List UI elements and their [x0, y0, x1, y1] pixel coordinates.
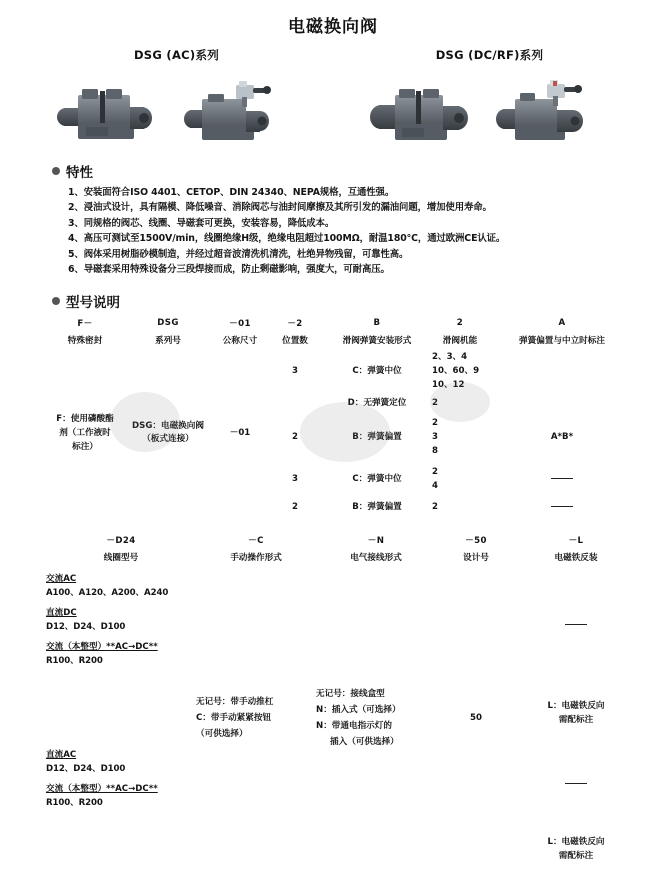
table1-function-line: 2: [432, 418, 438, 429]
table1-note-cell: [488, 462, 636, 496]
table1-code-cell: A: [558, 318, 566, 329]
feature-item: 4、高压可测试至1500V/min，线圈绝缘H级，绝缘电阻超过100MΩ，耐温180℃，通过欧洲CE认证。: [68, 233, 506, 245]
table1-name-cell: 弹簧偏置与中立时标注: [519, 335, 605, 346]
valve-icon-ac-1: [56, 77, 174, 147]
table2-reverse-cell: [516, 827, 636, 871]
table2-code-cell: －L: [568, 536, 584, 547]
coil-group-values: R100、R200: [46, 655, 103, 666]
table2-reverse-cell: [516, 741, 636, 827]
table1-name-cell: 公称尺寸: [222, 335, 258, 346]
table1-note-cell: [488, 348, 636, 394]
model-heading-text: 型号说明: [66, 295, 120, 312]
table1-function-line: 10、60、9: [432, 366, 480, 377]
table1-spool-cell: B：弹簧偏置: [352, 431, 402, 442]
table1-function-line: 2、3、4: [432, 352, 468, 363]
table1-note-cell: A*B*: [550, 431, 574, 442]
coil-group-values: D12、D24、D100: [46, 763, 126, 774]
dash-icon: [551, 478, 573, 479]
coil-group-values: R100、R200: [46, 797, 103, 808]
coil-group-title: 直流AC: [46, 750, 77, 761]
valve-icon-ac-2: [180, 77, 298, 147]
table1-code-cell: B: [373, 318, 381, 329]
product-image-strip: [0, 47, 666, 147]
table1-name-row: [46, 331, 636, 348]
table1-code-row: [46, 315, 636, 331]
manual-line: 无记号：带手动推杠: [196, 697, 274, 708]
page-title: 电磁换向阀: [288, 17, 378, 37]
feature-item: 6、导磁套采用特殊设备分三段焊接而成，防止剩磁影响，强度大，可耐高压。: [68, 264, 390, 276]
product-group-ac: [20, 47, 333, 147]
valve-icon-dc-2: [493, 77, 611, 147]
coil-group-title: 直流DC: [46, 608, 77, 619]
coil-group-title: 交流AC: [46, 574, 77, 585]
table1-name-cell: 位置数: [282, 335, 308, 346]
table2-design-no-cell: 50: [470, 712, 482, 723]
table2-code-cell: －C: [248, 536, 264, 547]
table1-positions-cell: 2: [292, 431, 298, 442]
table2-code-cell: －50: [465, 536, 487, 547]
model-code-table-2-wrapper: [46, 532, 636, 871]
features-section-heading: [52, 161, 666, 181]
wiring-line: N：插入式（可选择）: [316, 705, 401, 716]
table1-series-cell: [124, 348, 212, 518]
coil-group-values: D12、D24、D100: [46, 621, 126, 632]
table1-seal-cell: F：使用磷酸酯剂（工作液时标注）: [56, 414, 114, 453]
table2-code-cell: －D24: [106, 536, 136, 547]
series-label-dcrf: DSG (DC/RF)系列: [435, 48, 544, 62]
valve-icon-dc-1: [369, 77, 487, 147]
table2-name-cell: 手动操作形式: [230, 552, 282, 563]
model-code-table-1: [46, 315, 636, 518]
table2-row: [46, 565, 636, 685]
dash-icon: [565, 624, 587, 625]
reverse-line: 需配标注: [558, 715, 594, 726]
table2-name-cell: 设计号: [463, 552, 489, 563]
table1-series-line2: （板式连接）: [142, 434, 194, 445]
features-heading-text: 特性: [66, 165, 93, 181]
table1-function-line: 8: [432, 446, 438, 457]
table1-positions-cell: 3: [292, 473, 298, 484]
table1-spool-cell: B：弹簧偏置: [352, 501, 402, 512]
bullet-icon: [52, 167, 60, 175]
table1-spool-cell: C：弹簧中位: [352, 365, 402, 376]
table1-code-cell: DSG: [157, 318, 179, 329]
model-section-heading: [52, 291, 666, 311]
table1-function-line: 4: [432, 481, 438, 492]
table2-reverse-cell: [516, 685, 636, 741]
table1-code-cell: F－: [77, 319, 93, 330]
table2-code-cell: －N: [367, 536, 385, 547]
table2-coil-upper-cell: [46, 565, 196, 685]
features-list: [68, 185, 666, 277]
wiring-line: 插入（可供选择）: [330, 737, 399, 748]
feature-item: 2、浸油式设计，具有隔模、降低噪音、消除阀芯与油封间摩擦及其所引发的漏油问题，增加使用寿命。: [68, 202, 492, 214]
product-group-dcrf: [333, 47, 646, 147]
bullet-icon: [52, 297, 60, 305]
table1-note-cell: [488, 496, 636, 518]
manual-line: C：带手动紧紧按钮: [196, 713, 272, 724]
table2-wiring-cell: [316, 565, 436, 871]
wiring-line: N：带通电指示灯的: [316, 721, 392, 732]
table2-name-row: [46, 548, 636, 565]
table2-spacer-cell: [46, 827, 196, 871]
table2-name-cell: 线圈型号: [103, 552, 139, 563]
coil-group-title: 交流（本整型）**AC→DC**: [46, 642, 158, 653]
table1-function-line: 3: [432, 432, 438, 443]
table1-function-line: 10、12: [432, 380, 465, 391]
valve-images-dcrf: [333, 69, 646, 147]
reverse-line: L：电磁铁反向: [547, 837, 605, 848]
table1-row: [46, 348, 636, 394]
table1-spool-cell: C：弹簧中位: [352, 473, 402, 484]
table1-code-cell: －01: [229, 319, 251, 330]
table2-spacer-cell: [46, 685, 196, 741]
dash-icon: [565, 783, 587, 784]
table2-coil-lower-cell: [46, 741, 196, 827]
table1-function-cell: [432, 462, 488, 496]
table1-name-cell: 滑阀机能: [442, 335, 478, 346]
feature-item: 3、同规格的阀芯、线圈、导磁套可更换，安装容易，降低成本。: [68, 217, 335, 229]
valve-images-ac: [20, 69, 333, 147]
table1-function-cell: [432, 348, 488, 394]
table1-note-cell: [488, 394, 636, 412]
wiring-line: 无记号：接线盒型: [316, 689, 385, 700]
table2-name-cell: 电磁铁反装: [554, 552, 598, 563]
table1-function-cell: 2: [432, 398, 438, 409]
table1-series-line1: DSG：电磁换向阀: [132, 421, 204, 432]
manual-line: （可供选择）: [196, 729, 248, 740]
dash-icon: [551, 506, 573, 507]
table1-function-cell: [432, 412, 488, 462]
table2-manual-cell: [196, 565, 316, 871]
table1-name-cell: 系列号: [155, 335, 181, 346]
table1-code-cell: 2: [456, 318, 464, 329]
feature-item: 5、阀体采用树脂砂模制造，并经过超音波清洗机清洗，杜绝异物残留，可靠性高。: [68, 248, 409, 260]
table2-name-cell: 电气接线形式: [350, 552, 402, 563]
model-code-table-2: [46, 532, 636, 871]
coil-group-values: A100、A120、A200、A240: [46, 587, 169, 598]
coil-group-title: 交流（本整型）**AC→DC**: [46, 784, 158, 795]
model-code-table-1-wrapper: [46, 315, 636, 518]
feature-item: 1、安装面符合ISO 4401、CETOP、DIN 24340、NEPA规格，互通性强。: [68, 187, 395, 198]
series-label-ac: DSG (AC)系列: [133, 48, 220, 62]
table1-size-cell: －01: [229, 427, 251, 438]
table1-code-cell: －2: [287, 319, 303, 330]
table1-function-line: 2: [432, 467, 438, 478]
table1-name-cell: 滑阀弹簧安装形式: [342, 335, 412, 346]
table1-name-cell: 特殊密封: [67, 335, 103, 346]
table2-reverse-cell: [516, 565, 636, 685]
reverse-line: L：电磁铁反向: [547, 701, 605, 712]
table2-code-row: [46, 532, 636, 548]
reverse-line: 需配标注: [558, 851, 594, 862]
table1-function-cell: 2: [432, 502, 438, 513]
table1-spool-cell: D：无弹簧定位: [347, 397, 407, 408]
table1-positions-cell: 2: [292, 501, 298, 512]
table1-positions-cell: 3: [292, 365, 298, 376]
table1-positions-cell: [268, 394, 322, 412]
